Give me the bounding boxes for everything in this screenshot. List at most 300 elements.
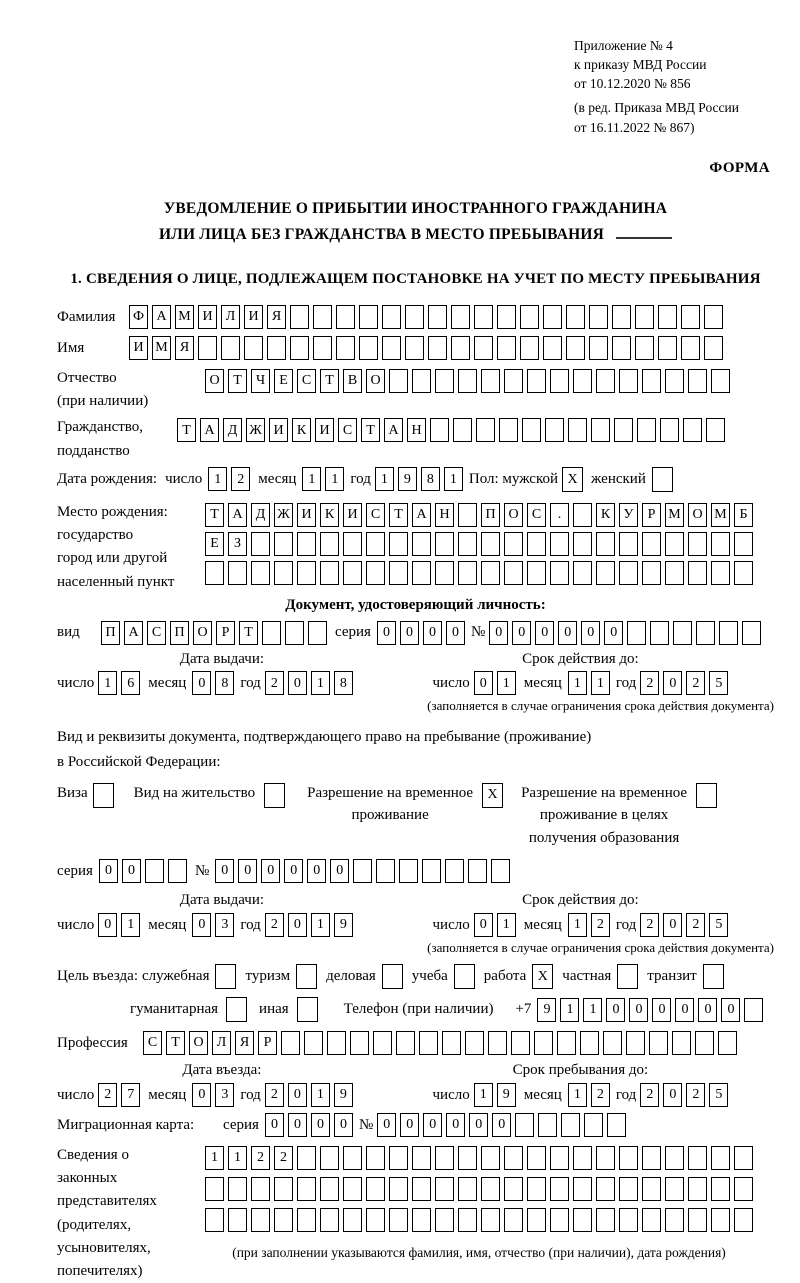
char-box[interactable] <box>550 1208 569 1232</box>
char-box[interactable]: Д <box>223 418 242 442</box>
char-box[interactable]: 1 <box>497 671 516 695</box>
char-box[interactable]: О <box>193 621 212 645</box>
char-box[interactable] <box>688 1177 707 1201</box>
char-box[interactable]: 0 <box>288 913 307 937</box>
char-box[interactable]: Л <box>221 305 240 329</box>
char-box[interactable]: 1 <box>583 998 602 1022</box>
char-box[interactable] <box>504 369 523 393</box>
char-box[interactable] <box>336 336 355 360</box>
char-box[interactable]: М <box>711 503 730 527</box>
char-box[interactable] <box>304 1031 323 1055</box>
char-box[interactable]: 0 <box>512 621 531 645</box>
visa-checkbox[interactable] <box>93 783 114 808</box>
male-checkbox[interactable]: X <box>562 467 583 492</box>
char-box[interactable] <box>734 561 753 585</box>
char-box[interactable]: 9 <box>497 1083 516 1107</box>
char-box[interactable] <box>561 1113 580 1137</box>
char-box[interactable]: А <box>200 418 219 442</box>
char-box[interactable]: И <box>269 418 288 442</box>
char-box[interactable]: 1 <box>325 467 344 491</box>
char-box[interactable]: 0 <box>377 1113 396 1137</box>
char-box[interactable] <box>251 1177 270 1201</box>
char-box[interactable] <box>504 1146 523 1170</box>
char-box[interactable] <box>497 305 516 329</box>
char-box[interactable]: И <box>244 305 263 329</box>
char-box[interactable] <box>497 336 516 360</box>
char-box[interactable] <box>642 561 661 585</box>
char-box[interactable] <box>568 418 587 442</box>
char-box[interactable]: Т <box>239 621 258 645</box>
char-box[interactable]: 3 <box>215 1083 234 1107</box>
char-box[interactable]: П <box>101 621 120 645</box>
char-box[interactable]: Р <box>642 503 661 527</box>
char-box[interactable]: 2 <box>274 1146 293 1170</box>
char-box[interactable] <box>366 561 385 585</box>
char-box[interactable] <box>435 561 454 585</box>
char-box[interactable] <box>619 561 638 585</box>
char-box[interactable] <box>396 1031 415 1055</box>
char-box[interactable] <box>734 1177 753 1201</box>
char-box[interactable] <box>665 1177 684 1201</box>
char-box[interactable]: Т <box>166 1031 185 1055</box>
char-box[interactable] <box>274 1208 293 1232</box>
char-box[interactable]: . <box>550 503 569 527</box>
char-box[interactable]: 0 <box>377 621 396 645</box>
char-box[interactable]: А <box>124 621 143 645</box>
char-box[interactable] <box>389 561 408 585</box>
char-box[interactable] <box>262 621 281 645</box>
char-box[interactable] <box>637 418 656 442</box>
char-box[interactable]: Т <box>177 418 196 442</box>
char-box[interactable]: 0 <box>261 859 280 883</box>
char-box[interactable] <box>290 305 309 329</box>
char-box[interactable]: 0 <box>663 913 682 937</box>
char-box[interactable]: 2 <box>686 671 705 695</box>
char-box[interactable] <box>205 1177 224 1201</box>
char-box[interactable] <box>681 336 700 360</box>
char-box[interactable] <box>442 1031 461 1055</box>
char-box[interactable]: 1 <box>311 913 330 937</box>
char-box[interactable]: 0 <box>474 671 493 695</box>
char-box[interactable] <box>573 1208 592 1232</box>
char-box[interactable] <box>619 532 638 556</box>
char-box[interactable] <box>350 1031 369 1055</box>
char-box[interactable]: 0 <box>400 621 419 645</box>
char-box[interactable] <box>382 305 401 329</box>
char-box[interactable]: 1 <box>444 467 463 491</box>
char-box[interactable] <box>251 532 270 556</box>
char-box[interactable]: П <box>481 503 500 527</box>
char-box[interactable]: Т <box>320 369 339 393</box>
char-box[interactable]: 0 <box>311 1113 330 1137</box>
char-box[interactable] <box>205 561 224 585</box>
char-box[interactable] <box>596 1177 615 1201</box>
char-box[interactable] <box>458 1208 477 1232</box>
char-box[interactable] <box>589 336 608 360</box>
char-box[interactable]: К <box>320 503 339 527</box>
char-box[interactable]: 2 <box>265 913 284 937</box>
char-box[interactable] <box>422 859 441 883</box>
char-box[interactable] <box>274 561 293 585</box>
char-box[interactable] <box>435 1208 454 1232</box>
char-box[interactable] <box>688 561 707 585</box>
char-box[interactable]: 2 <box>640 1083 659 1107</box>
char-box[interactable]: 2 <box>265 671 284 695</box>
char-box[interactable] <box>297 1177 316 1201</box>
char-box[interactable] <box>435 1146 454 1170</box>
char-box[interactable] <box>573 1177 592 1201</box>
char-box[interactable]: А <box>228 503 247 527</box>
char-box[interactable] <box>297 1208 316 1232</box>
char-box[interactable]: Е <box>205 532 224 556</box>
char-box[interactable] <box>274 1177 293 1201</box>
char-box[interactable] <box>412 532 431 556</box>
char-box[interactable]: М <box>175 305 194 329</box>
char-box[interactable] <box>527 532 546 556</box>
char-box[interactable] <box>688 1146 707 1170</box>
char-box[interactable] <box>504 1177 523 1201</box>
char-box[interactable]: 1 <box>228 1146 247 1170</box>
char-box[interactable]: 0 <box>675 998 694 1022</box>
char-box[interactable]: Н <box>435 503 454 527</box>
char-box[interactable]: 0 <box>606 998 625 1022</box>
char-box[interactable]: С <box>338 418 357 442</box>
purpose-chastnaya-checkbox[interactable] <box>617 964 638 989</box>
rvp-education-checkbox[interactable] <box>696 783 717 808</box>
char-box[interactable]: Б <box>734 503 753 527</box>
char-box[interactable] <box>543 305 562 329</box>
char-box[interactable] <box>580 1031 599 1055</box>
char-box[interactable] <box>297 532 316 556</box>
char-box[interactable] <box>665 369 684 393</box>
char-box[interactable] <box>320 561 339 585</box>
char-box[interactable] <box>481 369 500 393</box>
char-box[interactable] <box>550 1177 569 1201</box>
char-box[interactable] <box>711 1177 730 1201</box>
char-box[interactable]: Е <box>274 369 293 393</box>
char-box[interactable]: 1 <box>568 671 587 695</box>
char-box[interactable] <box>428 305 447 329</box>
char-box[interactable] <box>719 621 738 645</box>
char-box[interactable] <box>550 1146 569 1170</box>
char-box[interactable]: И <box>297 503 316 527</box>
char-box[interactable]: 0 <box>238 859 257 883</box>
char-box[interactable] <box>566 305 585 329</box>
char-box[interactable] <box>734 1146 753 1170</box>
char-box[interactable] <box>251 1208 270 1232</box>
char-box[interactable] <box>573 369 592 393</box>
char-box[interactable] <box>435 369 454 393</box>
char-box[interactable]: Ф <box>129 305 148 329</box>
char-box[interactable] <box>465 1031 484 1055</box>
char-box[interactable] <box>573 561 592 585</box>
char-box[interactable] <box>515 1113 534 1137</box>
char-box[interactable] <box>504 532 523 556</box>
purpose-ucheba-checkbox[interactable] <box>454 964 475 989</box>
char-box[interactable] <box>451 305 470 329</box>
char-box[interactable]: 7 <box>121 1083 140 1107</box>
char-box[interactable]: 0 <box>535 621 554 645</box>
char-box[interactable]: 0 <box>663 671 682 695</box>
char-box[interactable]: А <box>152 305 171 329</box>
char-box[interactable] <box>744 998 763 1022</box>
char-box[interactable] <box>688 532 707 556</box>
char-box[interactable]: 1 <box>497 913 516 937</box>
char-box[interactable] <box>445 859 464 883</box>
char-box[interactable] <box>244 336 263 360</box>
char-box[interactable] <box>626 1031 645 1055</box>
char-box[interactable] <box>665 532 684 556</box>
char-box[interactable]: 0 <box>423 1113 442 1137</box>
char-box[interactable] <box>366 1177 385 1201</box>
char-box[interactable]: И <box>315 418 334 442</box>
char-box[interactable] <box>389 532 408 556</box>
char-box[interactable] <box>734 1208 753 1232</box>
char-box[interactable]: 9 <box>398 467 417 491</box>
char-box[interactable] <box>320 532 339 556</box>
char-box[interactable] <box>458 561 477 585</box>
char-box[interactable]: 0 <box>400 1113 419 1137</box>
char-box[interactable] <box>635 305 654 329</box>
char-box[interactable]: О <box>688 503 707 527</box>
char-box[interactable] <box>481 1177 500 1201</box>
char-box[interactable]: 1 <box>208 467 227 491</box>
char-box[interactable] <box>688 1208 707 1232</box>
purpose-delovaya-checkbox[interactable] <box>382 964 403 989</box>
char-box[interactable] <box>285 621 304 645</box>
char-box[interactable] <box>504 561 523 585</box>
char-box[interactable] <box>474 336 493 360</box>
char-box[interactable]: 1 <box>568 1083 587 1107</box>
char-box[interactable] <box>308 621 327 645</box>
char-box[interactable]: 2 <box>98 1083 117 1107</box>
char-box[interactable]: Л <box>212 1031 231 1055</box>
char-box[interactable] <box>658 305 677 329</box>
char-box[interactable]: М <box>152 336 171 360</box>
char-box[interactable]: 5 <box>709 671 728 695</box>
char-box[interactable]: 8 <box>334 671 353 695</box>
char-box[interactable]: Т <box>205 503 224 527</box>
char-box[interactable] <box>543 336 562 360</box>
char-box[interactable]: З <box>228 532 247 556</box>
char-box[interactable] <box>566 336 585 360</box>
char-box[interactable]: 9 <box>334 1083 353 1107</box>
char-box[interactable] <box>642 1208 661 1232</box>
char-box[interactable]: 0 <box>192 1083 211 1107</box>
purpose-turizm-checkbox[interactable] <box>296 964 317 989</box>
char-box[interactable]: 0 <box>698 998 717 1022</box>
char-box[interactable]: 0 <box>604 621 623 645</box>
char-box[interactable]: 1 <box>375 467 394 491</box>
char-box[interactable]: Я <box>267 305 286 329</box>
char-box[interactable] <box>327 1031 346 1055</box>
char-box[interactable]: Я <box>175 336 194 360</box>
char-box[interactable]: 1 <box>98 671 117 695</box>
residence-permit-checkbox[interactable] <box>264 783 285 808</box>
char-box[interactable] <box>373 1031 392 1055</box>
char-box[interactable]: Н <box>407 418 426 442</box>
char-box[interactable] <box>591 418 610 442</box>
char-box[interactable] <box>481 532 500 556</box>
char-box[interactable]: О <box>366 369 385 393</box>
char-box[interactable] <box>711 1208 730 1232</box>
female-checkbox[interactable] <box>652 467 673 492</box>
char-box[interactable] <box>228 561 247 585</box>
char-box[interactable] <box>672 1031 691 1055</box>
char-box[interactable] <box>359 305 378 329</box>
char-box[interactable] <box>412 1177 431 1201</box>
char-box[interactable] <box>405 305 424 329</box>
char-box[interactable] <box>313 305 332 329</box>
char-box[interactable] <box>353 859 372 883</box>
char-box[interactable] <box>704 305 723 329</box>
char-box[interactable]: 2 <box>231 467 250 491</box>
char-box[interactable] <box>313 336 332 360</box>
char-box[interactable] <box>343 1146 362 1170</box>
char-box[interactable] <box>481 1208 500 1232</box>
char-box[interactable] <box>688 369 707 393</box>
char-box[interactable]: 2 <box>265 1083 284 1107</box>
char-box[interactable]: 0 <box>446 621 465 645</box>
char-box[interactable] <box>376 859 395 883</box>
char-box[interactable] <box>336 305 355 329</box>
char-box[interactable] <box>642 1146 661 1170</box>
char-box[interactable]: М <box>665 503 684 527</box>
char-box[interactable]: 2 <box>640 913 659 937</box>
char-box[interactable] <box>458 1146 477 1170</box>
char-box[interactable]: 0 <box>99 859 118 883</box>
char-box[interactable] <box>706 418 725 442</box>
char-box[interactable] <box>145 859 164 883</box>
char-box[interactable] <box>711 369 730 393</box>
char-box[interactable]: 8 <box>215 671 234 695</box>
char-box[interactable] <box>596 561 615 585</box>
char-box[interactable] <box>603 1031 622 1055</box>
char-box[interactable]: 3 <box>215 913 234 937</box>
char-box[interactable] <box>589 305 608 329</box>
char-box[interactable]: 0 <box>492 1113 511 1137</box>
char-box[interactable] <box>366 1146 385 1170</box>
char-box[interactable] <box>550 561 569 585</box>
char-box[interactable] <box>389 1146 408 1170</box>
char-box[interactable] <box>642 369 661 393</box>
char-box[interactable] <box>511 1031 530 1055</box>
char-box[interactable] <box>488 1031 507 1055</box>
char-box[interactable]: 1 <box>591 671 610 695</box>
char-box[interactable]: С <box>147 621 166 645</box>
char-box[interactable] <box>474 305 493 329</box>
char-box[interactable]: 0 <box>446 1113 465 1137</box>
char-box[interactable]: 5 <box>709 1083 728 1107</box>
char-box[interactable] <box>320 1177 339 1201</box>
char-box[interactable]: 2 <box>591 1083 610 1107</box>
char-box[interactable]: 2 <box>591 913 610 937</box>
char-box[interactable] <box>366 532 385 556</box>
char-box[interactable] <box>320 1146 339 1170</box>
char-box[interactable]: Ж <box>246 418 265 442</box>
char-box[interactable]: 0 <box>474 913 493 937</box>
char-box[interactable] <box>619 1177 638 1201</box>
char-box[interactable] <box>290 336 309 360</box>
char-box[interactable]: С <box>527 503 546 527</box>
char-box[interactable] <box>658 336 677 360</box>
char-box[interactable]: 8 <box>421 467 440 491</box>
char-box[interactable]: О <box>189 1031 208 1055</box>
char-box[interactable] <box>366 1208 385 1232</box>
char-box[interactable]: У <box>619 503 638 527</box>
char-box[interactable] <box>660 418 679 442</box>
char-box[interactable] <box>205 1208 224 1232</box>
char-box[interactable]: 6 <box>121 671 140 695</box>
char-box[interactable] <box>734 532 753 556</box>
char-box[interactable] <box>607 1113 626 1137</box>
char-box[interactable]: Р <box>258 1031 277 1055</box>
char-box[interactable] <box>221 336 240 360</box>
char-box[interactable] <box>520 336 539 360</box>
char-box[interactable] <box>742 621 761 645</box>
char-box[interactable] <box>711 1146 730 1170</box>
char-box[interactable]: С <box>297 369 316 393</box>
char-box[interactable] <box>673 621 692 645</box>
char-box[interactable]: 1 <box>560 998 579 1022</box>
char-box[interactable]: К <box>292 418 311 442</box>
char-box[interactable] <box>665 1146 684 1170</box>
char-box[interactable] <box>520 305 539 329</box>
char-box[interactable] <box>527 1208 546 1232</box>
char-box[interactable] <box>389 369 408 393</box>
char-box[interactable]: И <box>129 336 148 360</box>
char-box[interactable] <box>527 561 546 585</box>
char-box[interactable] <box>297 561 316 585</box>
char-box[interactable]: И <box>198 305 217 329</box>
char-box[interactable]: 0 <box>581 621 600 645</box>
char-box[interactable] <box>619 369 638 393</box>
char-box[interactable]: В <box>343 369 362 393</box>
char-box[interactable]: 0 <box>122 859 141 883</box>
char-box[interactable] <box>642 1177 661 1201</box>
char-box[interactable] <box>499 418 518 442</box>
char-box[interactable] <box>428 336 447 360</box>
char-box[interactable] <box>359 336 378 360</box>
char-box[interactable]: О <box>504 503 523 527</box>
char-box[interactable] <box>696 621 715 645</box>
char-box[interactable] <box>573 503 592 527</box>
char-box[interactable]: Р <box>216 621 235 645</box>
char-box[interactable]: К <box>596 503 615 527</box>
char-box[interactable] <box>612 305 631 329</box>
char-box[interactable]: 1 <box>302 467 321 491</box>
char-box[interactable]: Ч <box>251 369 270 393</box>
char-box[interactable] <box>451 336 470 360</box>
char-box[interactable] <box>343 561 362 585</box>
char-box[interactable]: 0 <box>652 998 671 1022</box>
char-box[interactable] <box>695 1031 714 1055</box>
char-box[interactable] <box>527 1177 546 1201</box>
char-box[interactable]: 1 <box>121 913 140 937</box>
char-box[interactable] <box>683 418 702 442</box>
char-box[interactable] <box>168 859 187 883</box>
purpose-sluzhebnaya-checkbox[interactable] <box>215 964 236 989</box>
char-box[interactable] <box>343 1208 362 1232</box>
char-box[interactable]: 1 <box>311 671 330 695</box>
char-box[interactable]: 0 <box>192 913 211 937</box>
char-box[interactable]: 0 <box>489 621 508 645</box>
char-box[interactable] <box>584 1113 603 1137</box>
char-box[interactable]: П <box>170 621 189 645</box>
char-box[interactable] <box>274 532 293 556</box>
char-box[interactable] <box>481 1146 500 1170</box>
char-box[interactable] <box>642 532 661 556</box>
